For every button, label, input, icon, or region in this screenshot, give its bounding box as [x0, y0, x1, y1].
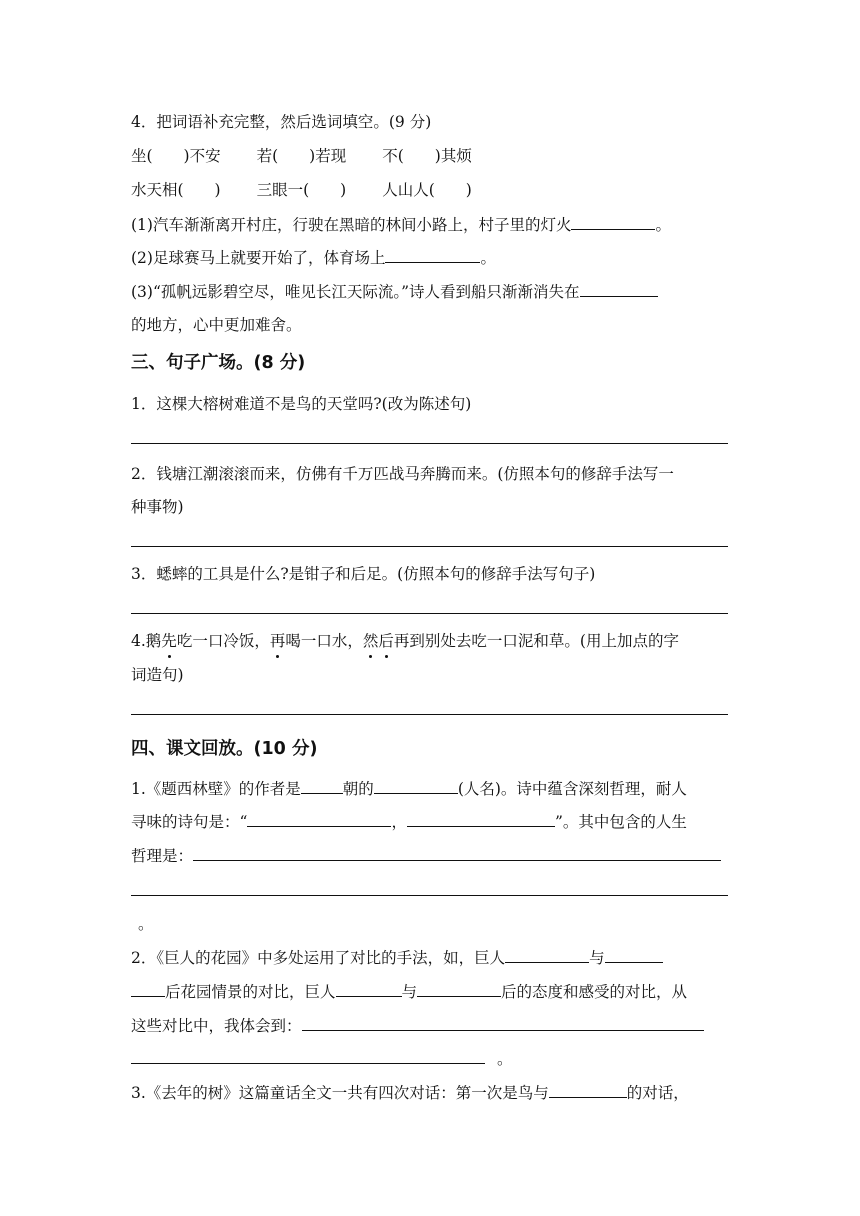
- s4-q1-line-3: 哲理是：: [131, 844, 721, 867]
- answer-blank[interactable]: [549, 1081, 627, 1098]
- answer-line[interactable]: [131, 546, 728, 547]
- s4-q1-line-1: 1.《题西林壁》的作者是 朝的 (人名)。诗中蕴含深刻哲理，耐人: [131, 777, 687, 800]
- answer-blank[interactable]: [505, 946, 589, 963]
- answer-blank[interactable]: [336, 980, 402, 997]
- s4-q2-line-2: 后花园情景的对比，巨人 与 后的态度和感受的对比，从: [131, 980, 687, 1003]
- section-4-heading: 四、课文回放。(10 分): [131, 739, 318, 759]
- s4-q2-line-1: 2．《巨人的花园》中多处运用了对比的手法，如，巨人 与: [131, 946, 663, 969]
- section-3-heading: 三、句子广场。(8 分): [131, 353, 306, 373]
- q4-sentence-3-cont: 的地方，心中更加难舍。: [131, 316, 302, 334]
- word-item: 水天相( ): [131, 181, 221, 199]
- word-item: 三眼一( ): [256, 181, 347, 199]
- s3-q3: 3．蟋蟀的工具是什么?是钳子和后足。(仿照本句的修辞手法写句子): [131, 565, 596, 583]
- q4-words-row-1: [131, 145, 472, 167]
- answer-blank[interactable]: [301, 777, 343, 794]
- answer-line[interactable]: [131, 613, 728, 614]
- answer-blank[interactable]: [417, 980, 501, 997]
- answer-blank[interactable]: [605, 946, 663, 963]
- s4-q1-line-2: 寻味的诗句是：“ ， ”。其中包含的人生: [131, 810, 687, 833]
- s4-q3-line-1: 3.《去年的树》这篇童话全文一共有四次对话：第一次是鸟与 的对话，: [131, 1081, 689, 1104]
- word-item: 不( )其烦: [382, 147, 472, 165]
- q4-sentence-1: (1)汽车渐渐离开村庄，行驶在黑暗的林间小路上，村子里的灯火 。: [131, 213, 671, 236]
- answer-blank[interactable]: [247, 810, 391, 827]
- s3-q4-line-2: 词造句): [131, 666, 184, 684]
- answer-blank[interactable]: [580, 280, 658, 297]
- answer-line[interactable]: [131, 895, 728, 896]
- dotted-char: 然: [362, 632, 379, 650]
- dotted-char: 再: [269, 632, 286, 650]
- answer-blank[interactable]: [571, 213, 655, 230]
- q4-sentence-3: (3)“孤帆远影碧空尽，唯见长江天际流。”诗人看到船只渐渐消失在: [131, 280, 658, 303]
- answer-line[interactable]: [131, 443, 728, 444]
- s4-q2-line-4: 。: [131, 1047, 513, 1070]
- q4-title: 4．把词语补充完整，然后选词填空。(9 分): [131, 113, 432, 131]
- answer-blank[interactable]: [385, 246, 480, 263]
- s3-q1: 1．这棵大榕树难道不是鸟的天堂吗?(改为陈述句): [131, 395, 472, 413]
- answer-line[interactable]: [131, 714, 728, 715]
- s3-q2-line-1: 2．钱塘江潮滚滚而来，仿佛有千万匹战马奔腾而来。(仿照本句的修辞手法写一: [131, 465, 674, 483]
- word-item: 坐( )不安: [131, 147, 221, 165]
- answer-blank[interactable]: [131, 1047, 485, 1064]
- dotted-char: 后: [378, 632, 394, 650]
- q4-sentence-2: (2)足球赛马上就要开始了，体育场上 。: [131, 246, 496, 269]
- word-item: 若( )若现: [256, 147, 347, 165]
- answer-blank[interactable]: [374, 777, 458, 794]
- s4-q1-end: 。: [138, 915, 154, 933]
- answer-blank[interactable]: [407, 810, 555, 827]
- answer-blank[interactable]: [193, 844, 721, 861]
- s4-q2-line-3: 这些对比中，我体会到：: [131, 1014, 704, 1037]
- dotted-char: 先: [161, 632, 177, 650]
- word-item: 人山人( ): [382, 181, 472, 199]
- answer-blank[interactable]: [302, 1014, 704, 1031]
- answer-blank[interactable]: [131, 980, 165, 997]
- q4-words-row-2: [131, 179, 472, 201]
- s3-q2-line-2: 种事物): [131, 498, 184, 516]
- s3-q4-line-1: 4.鹅先吃一口冷饭，再喝一口水，然后再到别处去吃一口泥和草。(用上加点的字: [131, 632, 679, 650]
